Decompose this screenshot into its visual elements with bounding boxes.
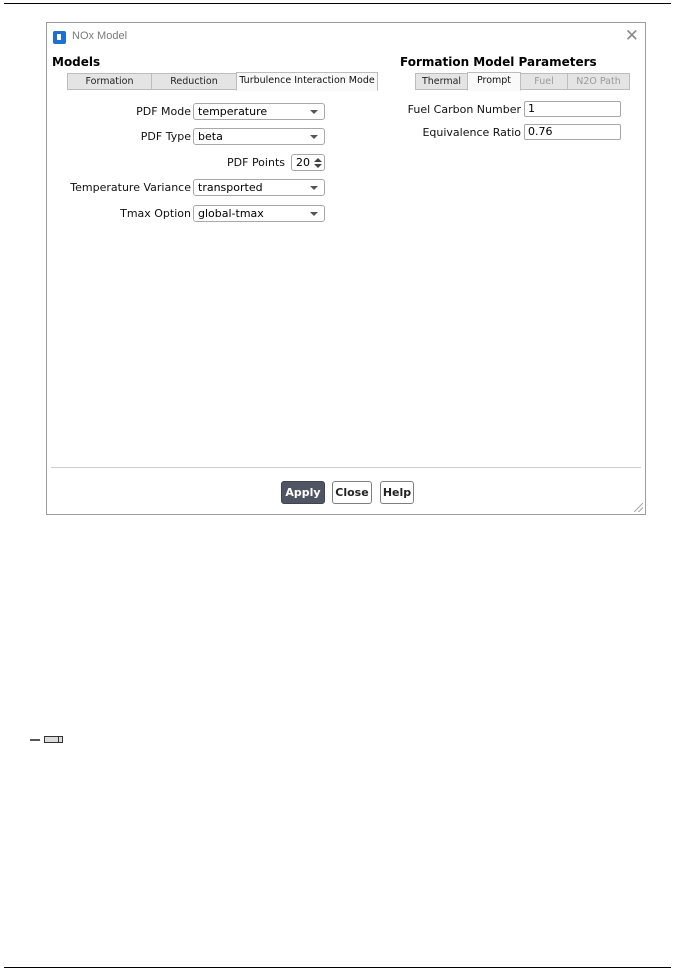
chevron-down-icon [310,186,318,190]
app-icon [53,31,66,44]
temperature-variance-value: transported [198,181,263,194]
parameters-heading: Formation Model Parameters [400,55,597,69]
pdf-points-label: PDF Points [227,156,285,169]
pdf-points-value: 20 [296,156,310,169]
spin-down-icon[interactable] [314,164,322,168]
fuel-carbon-number-label: Fuel Carbon Number [407,103,521,116]
models-heading: Models [52,55,101,69]
tmax-option-dropdown[interactable] [193,205,325,222]
close-button[interactable]: Close [332,481,372,504]
tmax-option-label: Tmax Option [120,207,191,220]
toolbar-glyph-icon [30,736,64,744]
pdf-type-dropdown[interactable] [193,128,325,145]
pdf-mode-label: PDF Mode [136,105,191,118]
chevron-down-icon [310,212,318,216]
tab-reduction[interactable]: Reduction [151,73,237,90]
apply-button[interactable]: Apply [281,481,325,504]
title-bar [47,23,645,51]
spin-up-icon[interactable] [314,158,322,162]
tab-thermal[interactable]: Thermal [415,73,468,90]
dash-icon [30,739,40,741]
button-divider [51,467,641,468]
chevron-down-icon [310,110,318,114]
window-title: NOx Model [72,30,128,42]
resize-grip-icon[interactable] [634,503,643,512]
pdf-type-value: beta [198,130,223,143]
page-bottom-rule [4,967,671,968]
temperature-variance-label: Temperature Variance [70,181,191,194]
pdf-type-label: PDF Type [140,130,191,143]
pdf-mode-value: temperature [198,105,268,118]
tab-formation[interactable]: Formation [67,73,152,90]
tab-fuel: Fuel [520,73,568,90]
chevron-down-icon [310,135,318,139]
box-icon [44,736,63,743]
tab-n2o-path: N2O Path [567,73,630,90]
pdf-mode-dropdown[interactable] [193,103,325,120]
tab-turbulence-interaction-mode[interactable]: Turbulence Interaction Mode [236,72,378,91]
temperature-variance-dropdown[interactable] [193,179,325,196]
close-icon[interactable]: ✕ [624,26,639,46]
page-top-rule [4,3,671,4]
nox-model-dialog [46,22,646,515]
fuel-carbon-number-input[interactable]: 1 [524,101,621,117]
tmax-option-value: global-tmax [198,207,264,220]
equivalence-ratio-input[interactable]: 0.76 [524,124,621,140]
pdf-points-spinner[interactable] [291,154,325,171]
equivalence-ratio-label: Equivalence Ratio [422,126,521,139]
help-button[interactable]: Help [380,481,414,504]
parameters-tabbar [415,73,631,91]
models-tabbar [67,73,379,91]
tab-prompt[interactable]: Prompt [467,72,521,91]
